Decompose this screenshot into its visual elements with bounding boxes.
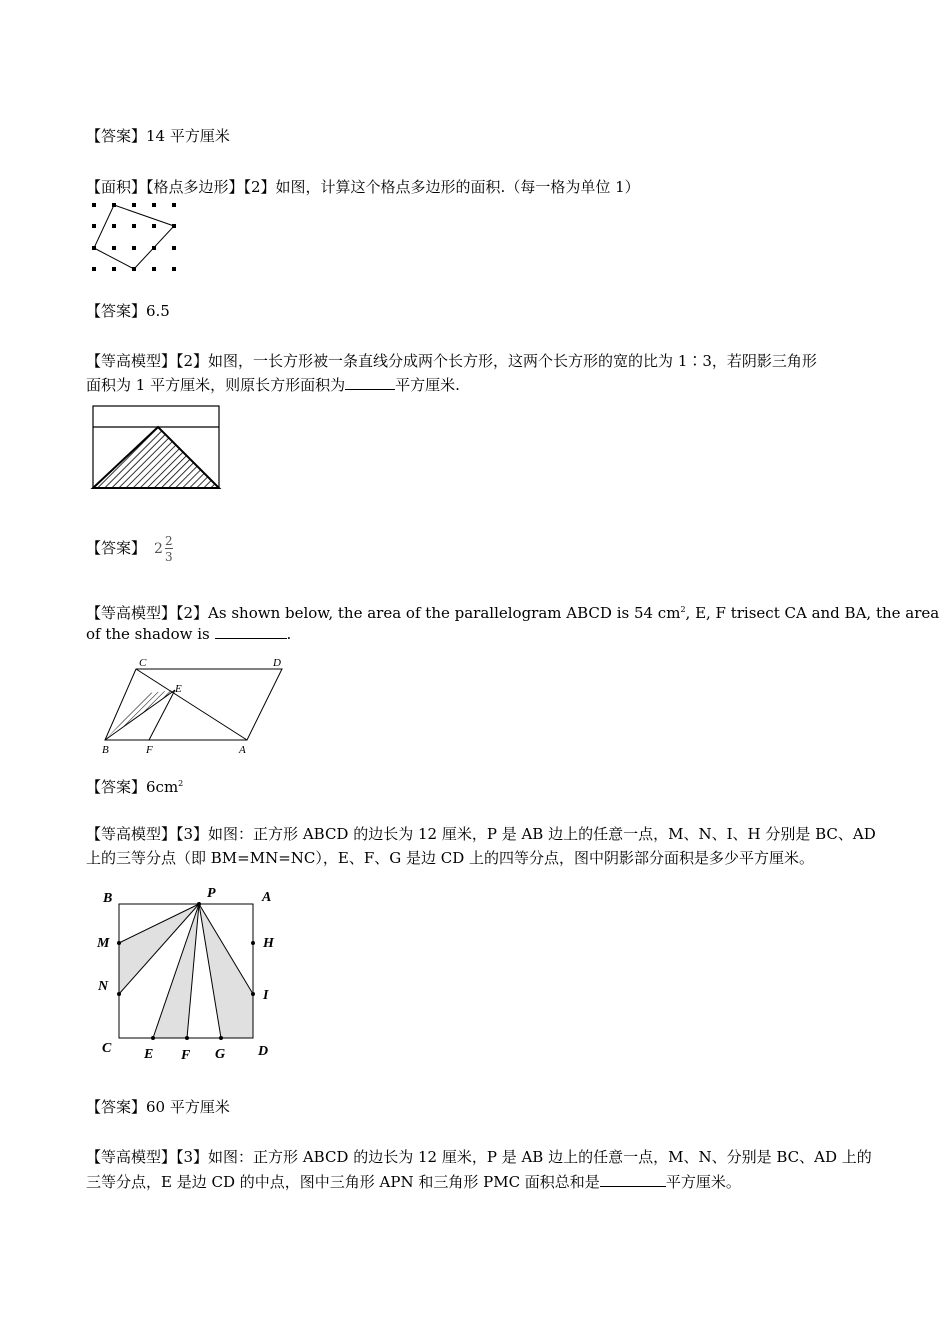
question-rectangle-text: 面积为 1 平方厘米，则原长方形面积为 — [86, 376, 346, 394]
square-figure — [96, 880, 286, 1066]
question-square-line2: 上的三等分点（即 BM=MN=NC），E、F、G 是边 CD 上的四等分点，图中阴影部分面积是多少平方厘米。 — [86, 849, 815, 867]
answer-3 — [86, 531, 173, 567]
answer-4-text: 【答案】6cm — [86, 778, 179, 796]
period: . — [286, 625, 292, 643]
label-D: D — [258, 1044, 269, 1059]
label-B: B — [103, 891, 113, 906]
answer-4 — [86, 774, 183, 797]
answer-blank — [345, 375, 395, 390]
question-square2-line1: 【等高模型】【3】如图：正方形 ABCD 的边长为 12 厘米，P 是 AB 边上的任意一点，M、N、分别是 BC、AD 上的 — [86, 1148, 872, 1166]
answer-blank — [215, 624, 287, 639]
lattice-polygon-figure — [86, 200, 186, 276]
parallelogram-figure — [96, 652, 292, 758]
question-square2-unit: 平方厘米。 — [665, 1173, 741, 1191]
answer-3-whole: 2 — [154, 541, 163, 557]
label-I: I — [263, 988, 269, 1003]
label-A: A — [239, 744, 246, 756]
label-E: E — [175, 683, 182, 695]
label-C: C — [102, 1041, 112, 1056]
answer-1: 【答案】14 平方厘米 — [86, 127, 230, 145]
question-parallelogram-line1 — [86, 600, 939, 623]
label-A: A — [262, 890, 272, 905]
label-N: N — [98, 979, 109, 994]
question-square2-text: 三等分点，E 是边 CD 的中点，图中三角形 APN 和三角形 PMC 面积总和是 — [86, 1173, 600, 1191]
answer-3-label: 【答案】 — [86, 539, 147, 557]
label-P: P — [207, 886, 216, 901]
rectangle-triangle-figure — [86, 400, 226, 496]
superscript-2: 2 — [680, 605, 686, 614]
question-rectangle-unit: 平方厘米. — [395, 376, 460, 394]
fraction-numerator: 2 — [164, 534, 173, 548]
question-lattice-polygon: 【面积】【格点多边形】【2】如图，计算这个格点多边形的面积.（每一格为单位 1） — [86, 178, 640, 196]
label-G: G — [215, 1047, 226, 1062]
question-square2-line2 — [86, 1172, 741, 1192]
answer-2: 【答案】6.5 — [86, 302, 170, 320]
label-C: C — [139, 657, 147, 669]
question-parallelogram-text-b: , E, F trisect CA and BA, the area — [685, 604, 940, 622]
question-rectangle-line2 — [86, 375, 460, 395]
label-H: H — [263, 936, 274, 951]
label-E: E — [144, 1047, 154, 1062]
label-D: D — [273, 657, 281, 669]
question-parallelogram-line2 — [86, 624, 291, 644]
answer-3-fraction — [165, 534, 173, 564]
question-square-line1: 【等高模型】【3】如图：正方形 ABCD 的边长为 12 厘米，P 是 AB 边上的任意一点，M、N、I、H 分别是 BC、AD — [86, 825, 876, 843]
label-B: B — [102, 744, 109, 756]
fraction-denominator: 3 — [164, 550, 173, 564]
label-F: F — [146, 744, 153, 756]
label-F: F — [181, 1048, 191, 1063]
label-M: M — [97, 936, 110, 951]
question-rectangle-line1: 【等高模型】【2】如图，一长方形被一条直线分成两个长方形，这两个长方形的宽的比为 1∶3，若阴影三角形 — [86, 352, 817, 370]
question-parallelogram-text-a: 【等高模型】【2】As shown below, the area of the parallelogram ABCD is 54 cm — [86, 604, 681, 622]
superscript-2: 2 — [178, 779, 184, 788]
answer-blank — [600, 1172, 666, 1187]
answer-5: 【答案】60 平方厘米 — [86, 1098, 230, 1116]
question-parallelogram-text-c: of the shadow is — [86, 625, 210, 643]
